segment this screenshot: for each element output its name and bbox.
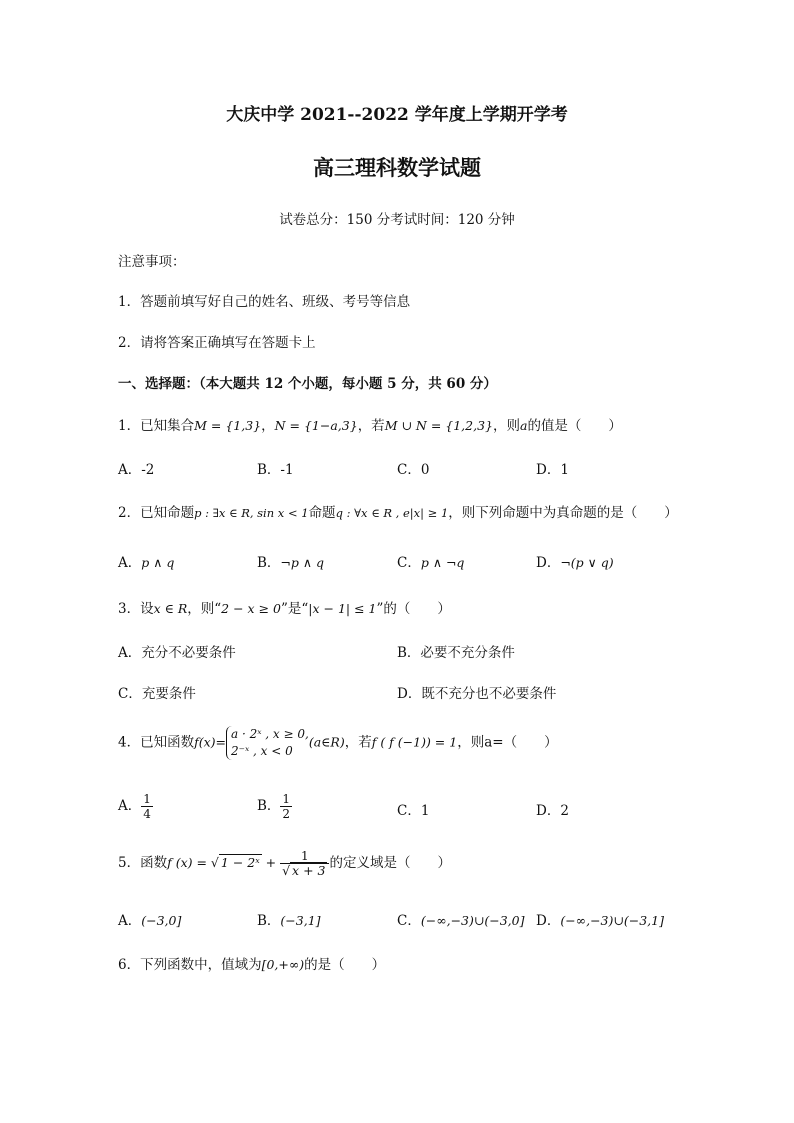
q4-option-a-fraction <box>141 792 153 821</box>
q2-option-c-expr: p ∧ ¬q <box>420 555 465 570</box>
q4-option-b-letter: B． <box>257 798 281 814</box>
q4-option-a-num: 1 <box>143 792 151 806</box>
q3-text-b: ，则“ <box>187 601 222 617</box>
q5-option-b-letter: B． <box>257 913 281 929</box>
q5-function: f (x) = <box>167 855 211 870</box>
q2-prop-q: q : ∀x ∈ R , e|x| ≥ 1 <box>335 506 449 520</box>
q4-piecewise <box>226 726 309 760</box>
question-6-stem <box>118 953 385 973</box>
q3-condition-2: |x − 1| ≤ 1 <box>308 601 377 616</box>
q5-option-d[interactable] <box>536 909 664 929</box>
q5-den-sqrt-sign: √ <box>282 863 291 878</box>
q2-text-a: 2．已知命题 <box>118 505 195 521</box>
q5-option-c-expr: (−∞,−3)∪(−3,0] <box>420 913 525 928</box>
q1-option-d[interactable]: D．1 <box>536 462 569 478</box>
q4-option-b[interactable] <box>257 792 292 821</box>
q4-case-2: 2⁻ˣ , x < 0 <box>231 744 293 758</box>
q2-option-d[interactable] <box>536 551 614 571</box>
q2-text-mid: 命题 <box>308 505 336 521</box>
q4-function: f(x)= <box>194 734 226 750</box>
q4-option-d-letter: D． <box>536 803 561 819</box>
q3-text-a: 3．设 <box>118 601 154 617</box>
notes-heading: 注意事项： <box>118 254 186 270</box>
q1-option-b[interactable]: B．-1 <box>257 462 294 478</box>
question-4-stem <box>118 726 558 760</box>
q2-option-b-expr: ¬p ∧ q <box>280 555 324 570</box>
q4-condition: f ( f (−1)) = 1 <box>371 734 458 750</box>
q4-text-a: 4．已知函数 <box>118 734 195 751</box>
q4-option-a-den: 4 <box>143 807 151 821</box>
q4-case-1: a · 2ˣ , x ≥ 0, <box>231 727 309 741</box>
section-heading: 一、选择题：（本大题共 12 个小题，每小题 5 分，共 60 分） <box>118 376 497 392</box>
q6-text-a: 6．下列函数中，值域为 <box>118 957 262 973</box>
q2-option-b[interactable] <box>257 551 324 571</box>
q3-option-a[interactable]: A．充分不必要条件 <box>118 645 236 661</box>
q1-text-b: ，则 <box>492 418 520 434</box>
q1-set-n: N = {1−a,3} <box>274 418 358 433</box>
q2-option-c-letter: C． <box>397 555 421 571</box>
q4-text-b: ，若 <box>344 734 372 751</box>
q4-option-d-value: 2 <box>560 803 569 819</box>
q4-param: (a∈R) <box>308 734 345 750</box>
exam-title: 大庆中学 2021--2022 学年度上学期开学考 <box>226 105 568 125</box>
q3-text-c: ”是“ <box>280 601 309 617</box>
q4-option-b-fraction <box>280 792 292 821</box>
q3-option-b[interactable]: B．必要不充分条件 <box>397 645 515 661</box>
q1-option-a[interactable]: A．-2 <box>118 462 155 478</box>
q5-option-a-expr: (−3,0] <box>141 913 182 928</box>
question-2-stem <box>118 501 678 521</box>
q2-prop-p: p : ∃x ∈ R, sin x < 1 <box>194 506 309 520</box>
q2-text-b: ，则下列命题中为真命题的是（ ） <box>448 505 678 521</box>
question-1-stem <box>118 414 622 434</box>
q5-plus: + <box>261 855 281 870</box>
q6-text-b: 的是（ ） <box>304 957 386 973</box>
q3-option-c[interactable]: C．充要条件 <box>118 686 196 702</box>
question-3-stem <box>118 597 451 617</box>
q3-text-d: ”的（ ） <box>376 601 451 617</box>
q2-option-b-letter: B． <box>257 555 281 571</box>
q1-union: M ∪ N = {1,2,3} <box>384 418 493 433</box>
q3-option-d[interactable]: D．既不充分也不必要条件 <box>397 686 557 702</box>
q4-text-c: ，则 <box>457 734 485 751</box>
q5-text-a: 5．函数 <box>118 855 168 871</box>
q5-option-c-letter: C． <box>397 913 421 929</box>
q1-text-c: 的值是（ ） <box>527 418 622 434</box>
q1-set-m: M = {1,3} <box>194 418 262 433</box>
note-item-1: 1．答题前填写好自己的姓名、班级、考号等信息 <box>118 294 411 310</box>
q5-text-b: 的定义域是（ ） <box>329 855 451 871</box>
q5-option-b[interactable] <box>257 909 321 929</box>
exam-info: 试卷总分：150 分考试时间：120 分钟 <box>279 212 515 228</box>
q4-ask: a=（ ） <box>484 734 558 751</box>
q5-option-b-expr: (−3,1] <box>280 913 321 928</box>
q5-option-d-expr: (−∞,−3)∪(−3,1] <box>560 913 664 928</box>
note-item-2: 2．请将答案正确填写在答题卡上 <box>118 335 316 351</box>
q6-range: [0,+∞) <box>261 957 305 972</box>
q5-frac-num: 1 <box>280 849 329 864</box>
q1-sep-2: ，若 <box>357 418 385 434</box>
q2-option-d-letter: D． <box>536 555 561 571</box>
q5-option-d-letter: D． <box>536 913 561 929</box>
q2-option-a-expr: p ∧ q <box>141 555 175 570</box>
q3-domain: x ∈ R <box>153 601 188 616</box>
q5-sqrt-sign: √ <box>210 855 219 870</box>
q2-option-d-expr: ¬(p ∨ q) <box>560 555 614 570</box>
q2-option-a[interactable] <box>118 551 174 571</box>
q1-sep-1: ， <box>261 418 275 434</box>
q1-var: a <box>519 418 528 433</box>
q1-option-c[interactable]: C．0 <box>397 462 430 478</box>
q4-option-b-den: 2 <box>282 807 291 821</box>
q2-option-c[interactable] <box>397 551 464 571</box>
q5-frac-den: x + 3 <box>292 863 326 878</box>
q4-option-c-value: 1 <box>420 803 430 819</box>
q4-option-a[interactable] <box>118 792 153 821</box>
subject-title: 高三理科数学试题 <box>313 155 481 180</box>
q3-condition-1: 2 − x ≥ 0 <box>221 601 281 616</box>
q4-option-c[interactable] <box>397 799 429 819</box>
q5-frac-den-wrap <box>280 864 329 878</box>
q4-option-c-letter: C． <box>397 803 421 819</box>
q4-option-b-num: 1 <box>282 792 291 806</box>
q4-option-d[interactable] <box>536 799 569 819</box>
q5-fraction <box>280 849 329 878</box>
q5-option-a[interactable] <box>118 909 181 929</box>
question-5-stem <box>118 849 451 878</box>
q5-option-a-letter: A． <box>118 913 142 929</box>
q1-text-a: 1．已知集合 <box>118 418 195 434</box>
q4-option-a-letter: A． <box>118 798 142 814</box>
q2-option-a-letter: A． <box>118 555 142 571</box>
q5-option-c[interactable] <box>397 909 524 929</box>
q5-root: 1 − 2ˣ <box>220 855 260 870</box>
